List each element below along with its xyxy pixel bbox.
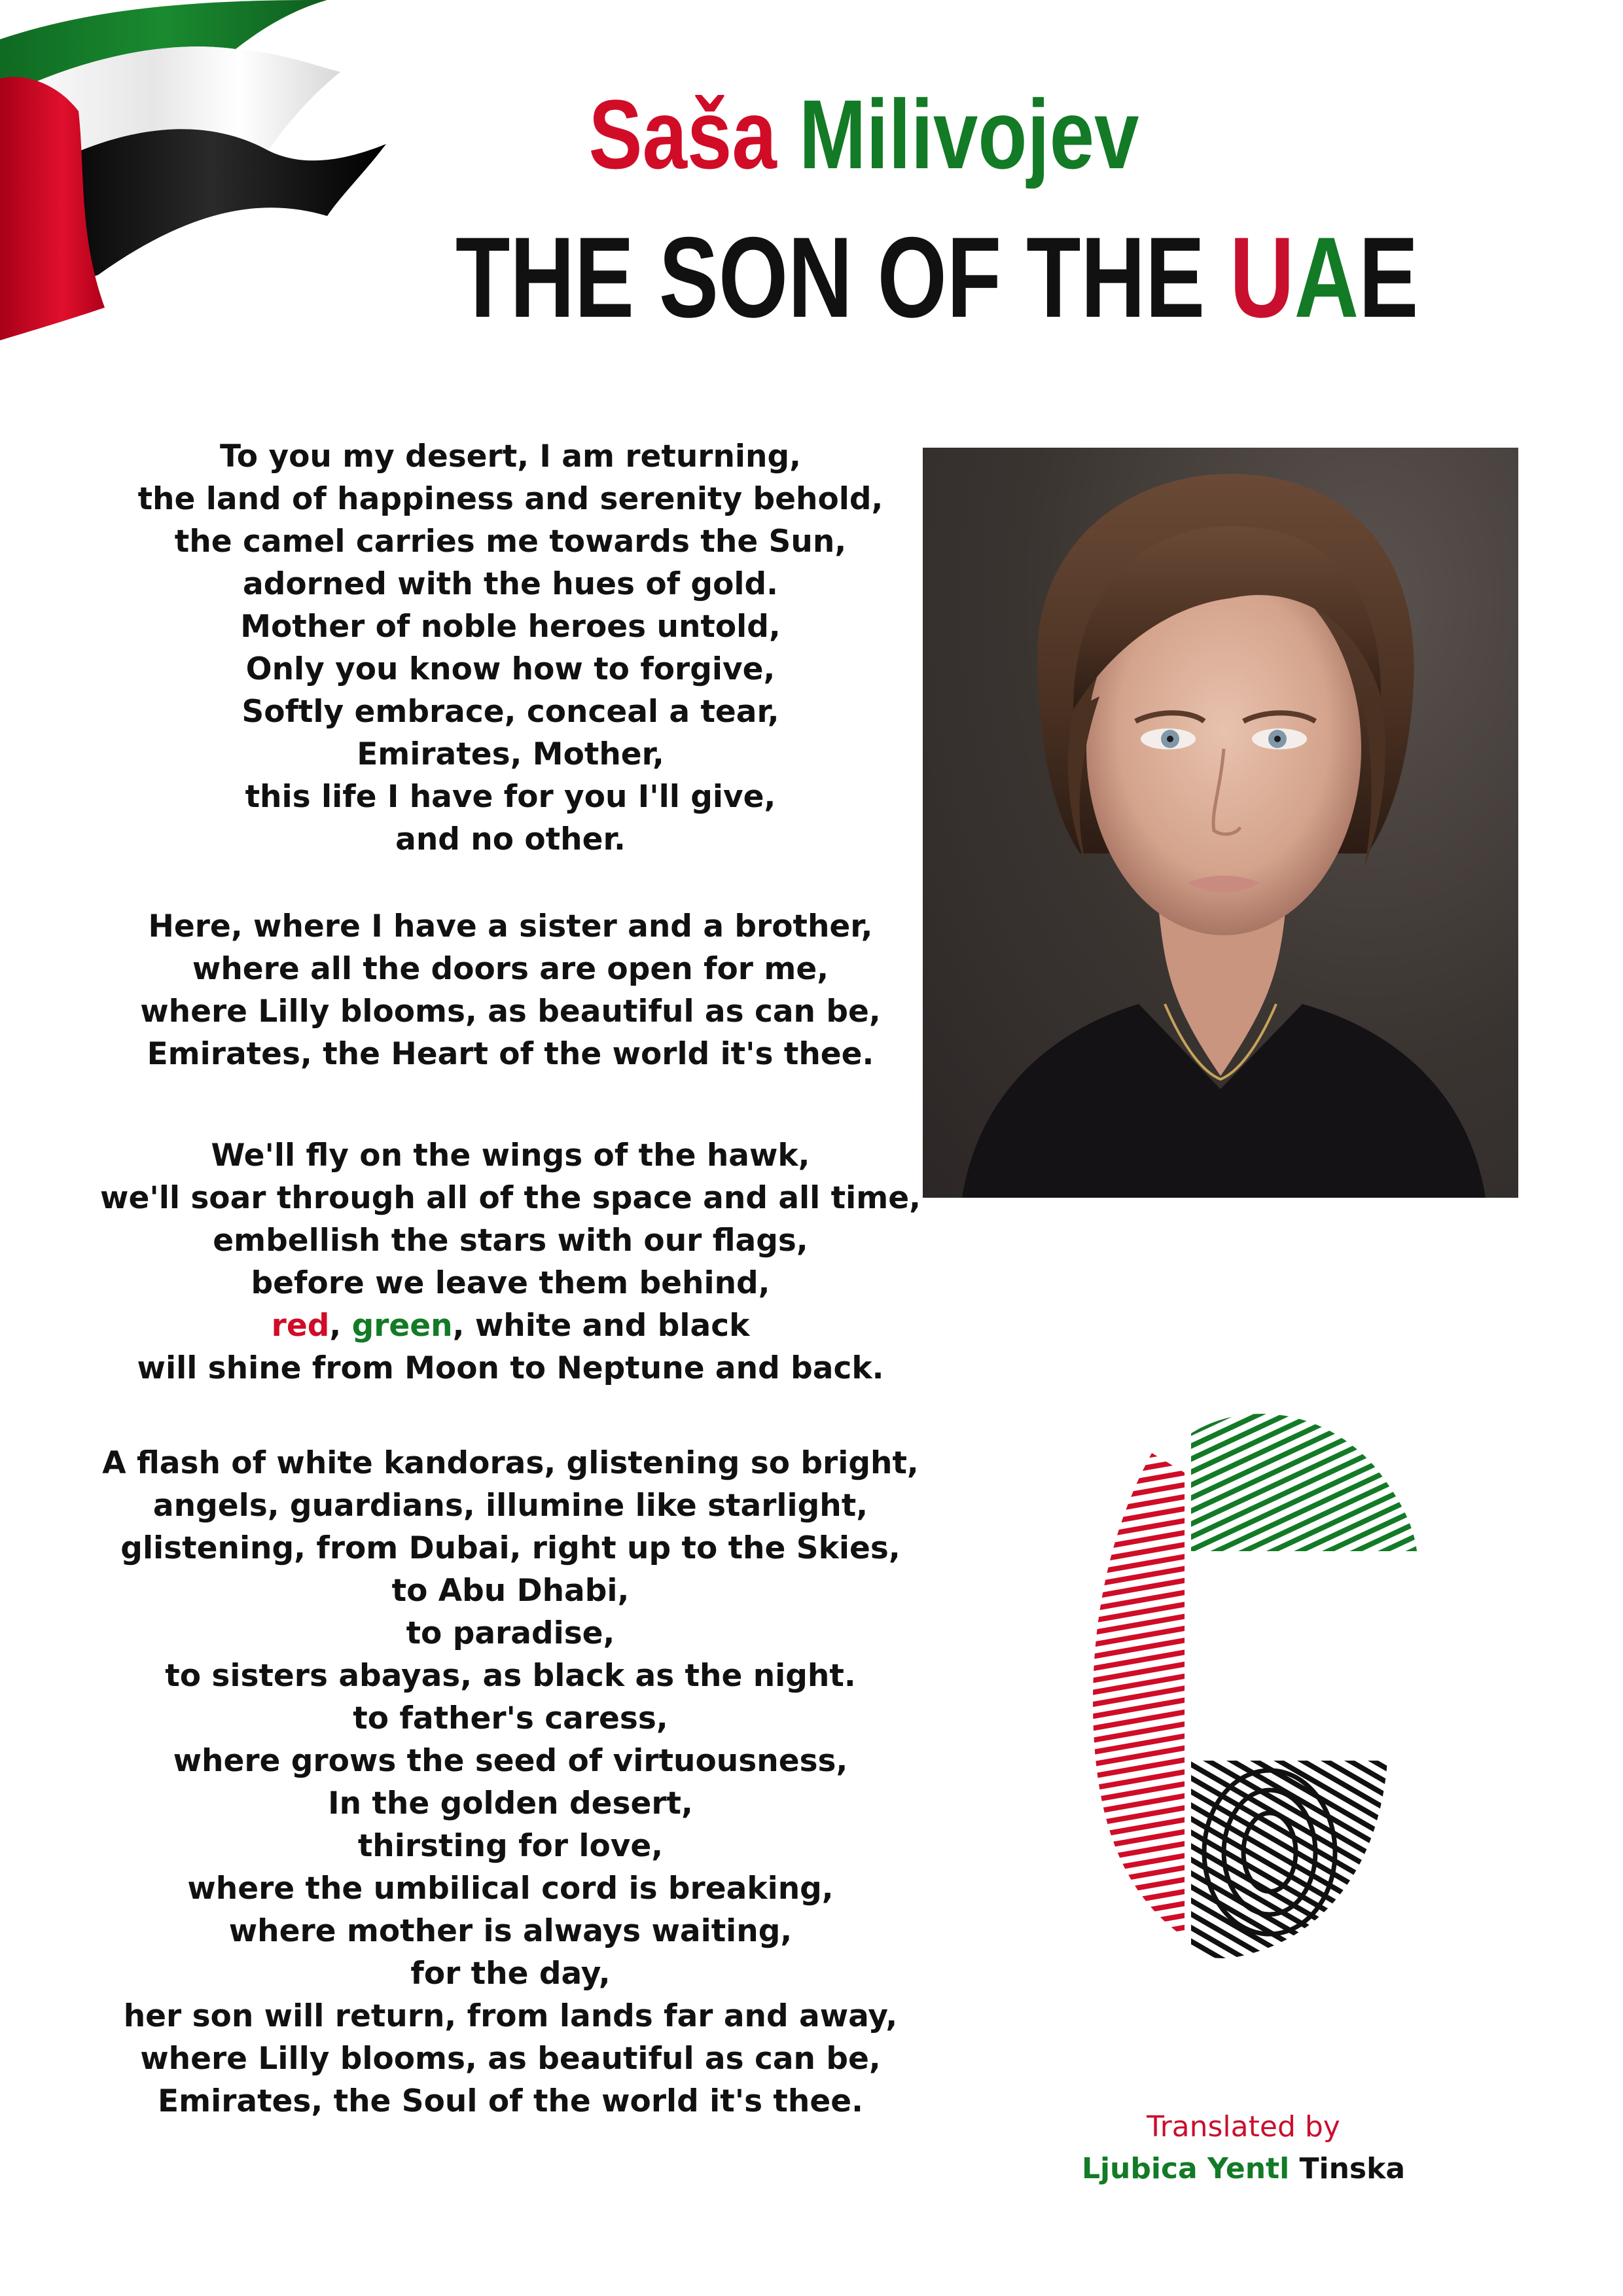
poem-line: glistening, from Dubai, right up to the Skies, [120, 1530, 901, 1566]
poem-line: to father's caress, [353, 1700, 668, 1736]
poem-line: where mother is always waiting, [228, 1913, 793, 1949]
poem-line: where the umbilical cord is breaking, [187, 1871, 834, 1907]
poem-line: Emirates, the Heart of the world it's thee. [147, 1036, 874, 1072]
poem-line: her son will return, from lands far and away, [123, 1998, 898, 2034]
poem-line: will shine from Moon to Neptune and back. [137, 1350, 884, 1386]
stanza-1 [92, 435, 929, 861]
word-green: green [351, 1308, 453, 1344]
poem-line: where Lilly blooms, as beautiful as can be, [140, 994, 881, 1030]
word-red: red [271, 1308, 330, 1344]
author-name [435, 79, 1293, 190]
poem-line: before we leave them behind, [251, 1265, 770, 1301]
translation-credit [1060, 2106, 1427, 2190]
poem-line: to paradise, [406, 1615, 615, 1651]
poem-line: we'll soar through all of the space and all time, [100, 1180, 921, 1216]
poem-line: where Lilly blooms, as beautiful as can be, [140, 2041, 881, 2077]
stanza-4 [92, 1442, 929, 2123]
poem-line: and no other. [395, 821, 626, 857]
poem-line-colors [92, 1304, 929, 1347]
poem-line: In the golden desert, [328, 1785, 693, 1821]
translator-first-name: Ljubica Yentl [1081, 2152, 1290, 2185]
author-portrait [923, 448, 1518, 1198]
title-letter-a: A [1294, 214, 1359, 342]
poem-line: the land of happiness and serenity behold, [137, 481, 883, 517]
stanza-2 [92, 905, 929, 1075]
poem-line: A flash of white kandoras, glistening so bright, [102, 1445, 919, 1481]
author-first-name: Saša [588, 79, 777, 189]
poem-line: We'll fly on the wings of the hawk, [211, 1138, 810, 1174]
title-text: THE SON OF THE [455, 214, 1230, 342]
poem-line: the camel carries me towards the Sun, [174, 524, 847, 560]
colors-rest: , white and black [452, 1308, 750, 1344]
header [340, 79, 1419, 342]
poem-line: Emirates, Mother, [357, 736, 664, 772]
poem-line: Mother of noble heroes untold, [240, 609, 781, 645]
title-letter-e: E [1359, 214, 1419, 342]
poem-line: to sisters abayas, as black as the night. [165, 1658, 856, 1694]
poem-line: thirsting for love, [357, 1828, 664, 1864]
poem-line: where grows the seed of virtuousness, [173, 1743, 848, 1779]
portrait-illustration [923, 448, 1518, 1198]
translator-last-name: Tinska [1299, 2152, 1406, 2185]
poem-body [92, 435, 929, 2123]
poem-line: to Abu Dhabi, [391, 1573, 630, 1609]
poem-line: where all the doors are open for me, [192, 951, 829, 987]
title-letter-u: U [1230, 214, 1294, 342]
author-last-name: Milivojev [798, 79, 1139, 189]
poem-line: To you my desert, I am returning, [219, 439, 802, 475]
separator: , [329, 1308, 352, 1344]
uae-flag-icon [0, 0, 393, 347]
poem-line: embellish the stars with our flags, [213, 1223, 808, 1259]
poem-line: angels, guardians, illumine like starlight, [152, 1488, 868, 1524]
poem-line: this life I have for you I'll give, [245, 779, 776, 815]
poem-line: Emirates, the Soul of the world it's thee. [158, 2083, 863, 2119]
translator-name [1060, 2148, 1427, 2190]
poem-title [455, 214, 1419, 342]
poem-line: Softly embrace, conceal a tear, [241, 694, 779, 730]
stanza-3 [92, 1134, 929, 1390]
poem-line: Only you know how to forgive, [245, 651, 776, 687]
poem-line: Here, where I have a sister and a brother, [148, 908, 873, 944]
poem-line: adorned with the hues of gold. [243, 566, 778, 602]
poem-line: for the day, [410, 1956, 611, 1992]
uae-fingerprint-icon [1073, 1394, 1427, 1970]
translated-by-label: Translated by [1147, 2110, 1340, 2144]
